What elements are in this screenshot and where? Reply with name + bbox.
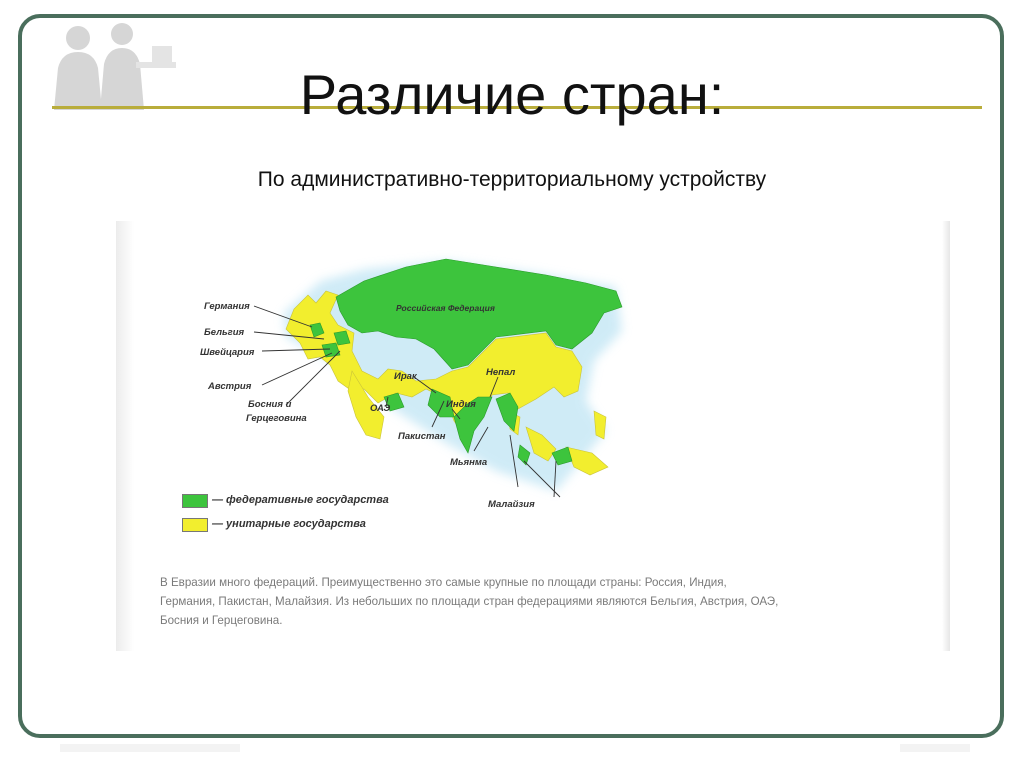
map-label-iraq: Ирак <box>394 371 417 382</box>
map-panel <box>116 221 950 651</box>
map-label-germany: Германия <box>204 301 250 312</box>
slide-title: Различие стран: <box>299 63 725 126</box>
legend-federal-swatch <box>182 494 208 508</box>
map-label-belgium: Бельгия <box>204 327 245 338</box>
map-label-pakistan: Пакистан <box>398 431 446 442</box>
map-label-switzerland: Швейцария <box>200 347 255 358</box>
legend-unitary-label: — унитарные государства <box>212 518 366 530</box>
map-label-malaysia: Малайзия <box>488 499 535 510</box>
map-label-uae: ОАЭ <box>370 403 391 414</box>
map-label-austria: Австрия <box>208 381 252 392</box>
caption-line-2: Германия, Пакистан, Малайзия. Из небольших по площади стран федерациями являются Бельгия, Австрия, ОАЭ, <box>160 595 779 608</box>
caption-line-3: Босния и Герцеговина. <box>160 614 283 627</box>
map-caption <box>160 573 930 630</box>
map-label-bosnia-line1: Босния и <box>248 399 292 410</box>
map-label-russia: Российская Федерация <box>396 303 495 313</box>
footer-watermark-right <box>900 744 970 752</box>
legend-unitary-swatch <box>182 518 208 532</box>
footer-watermark-left <box>60 744 240 752</box>
slide-subtitle: По административно-территориальному устройству <box>257 168 767 191</box>
map-label-india: Индия <box>446 399 476 410</box>
caption-line-1: В Евразии много федераций. Преимущественно это самые крупные по площади страны: Россия, Индия, <box>160 576 727 589</box>
legend-federal-label: — федеративные государства <box>212 494 389 506</box>
map-label-myanmar: Мьянма <box>450 457 488 468</box>
map-label-bosnia-line2: Герцеговина <box>246 413 307 424</box>
map-label-nepal: Непал <box>486 367 516 378</box>
